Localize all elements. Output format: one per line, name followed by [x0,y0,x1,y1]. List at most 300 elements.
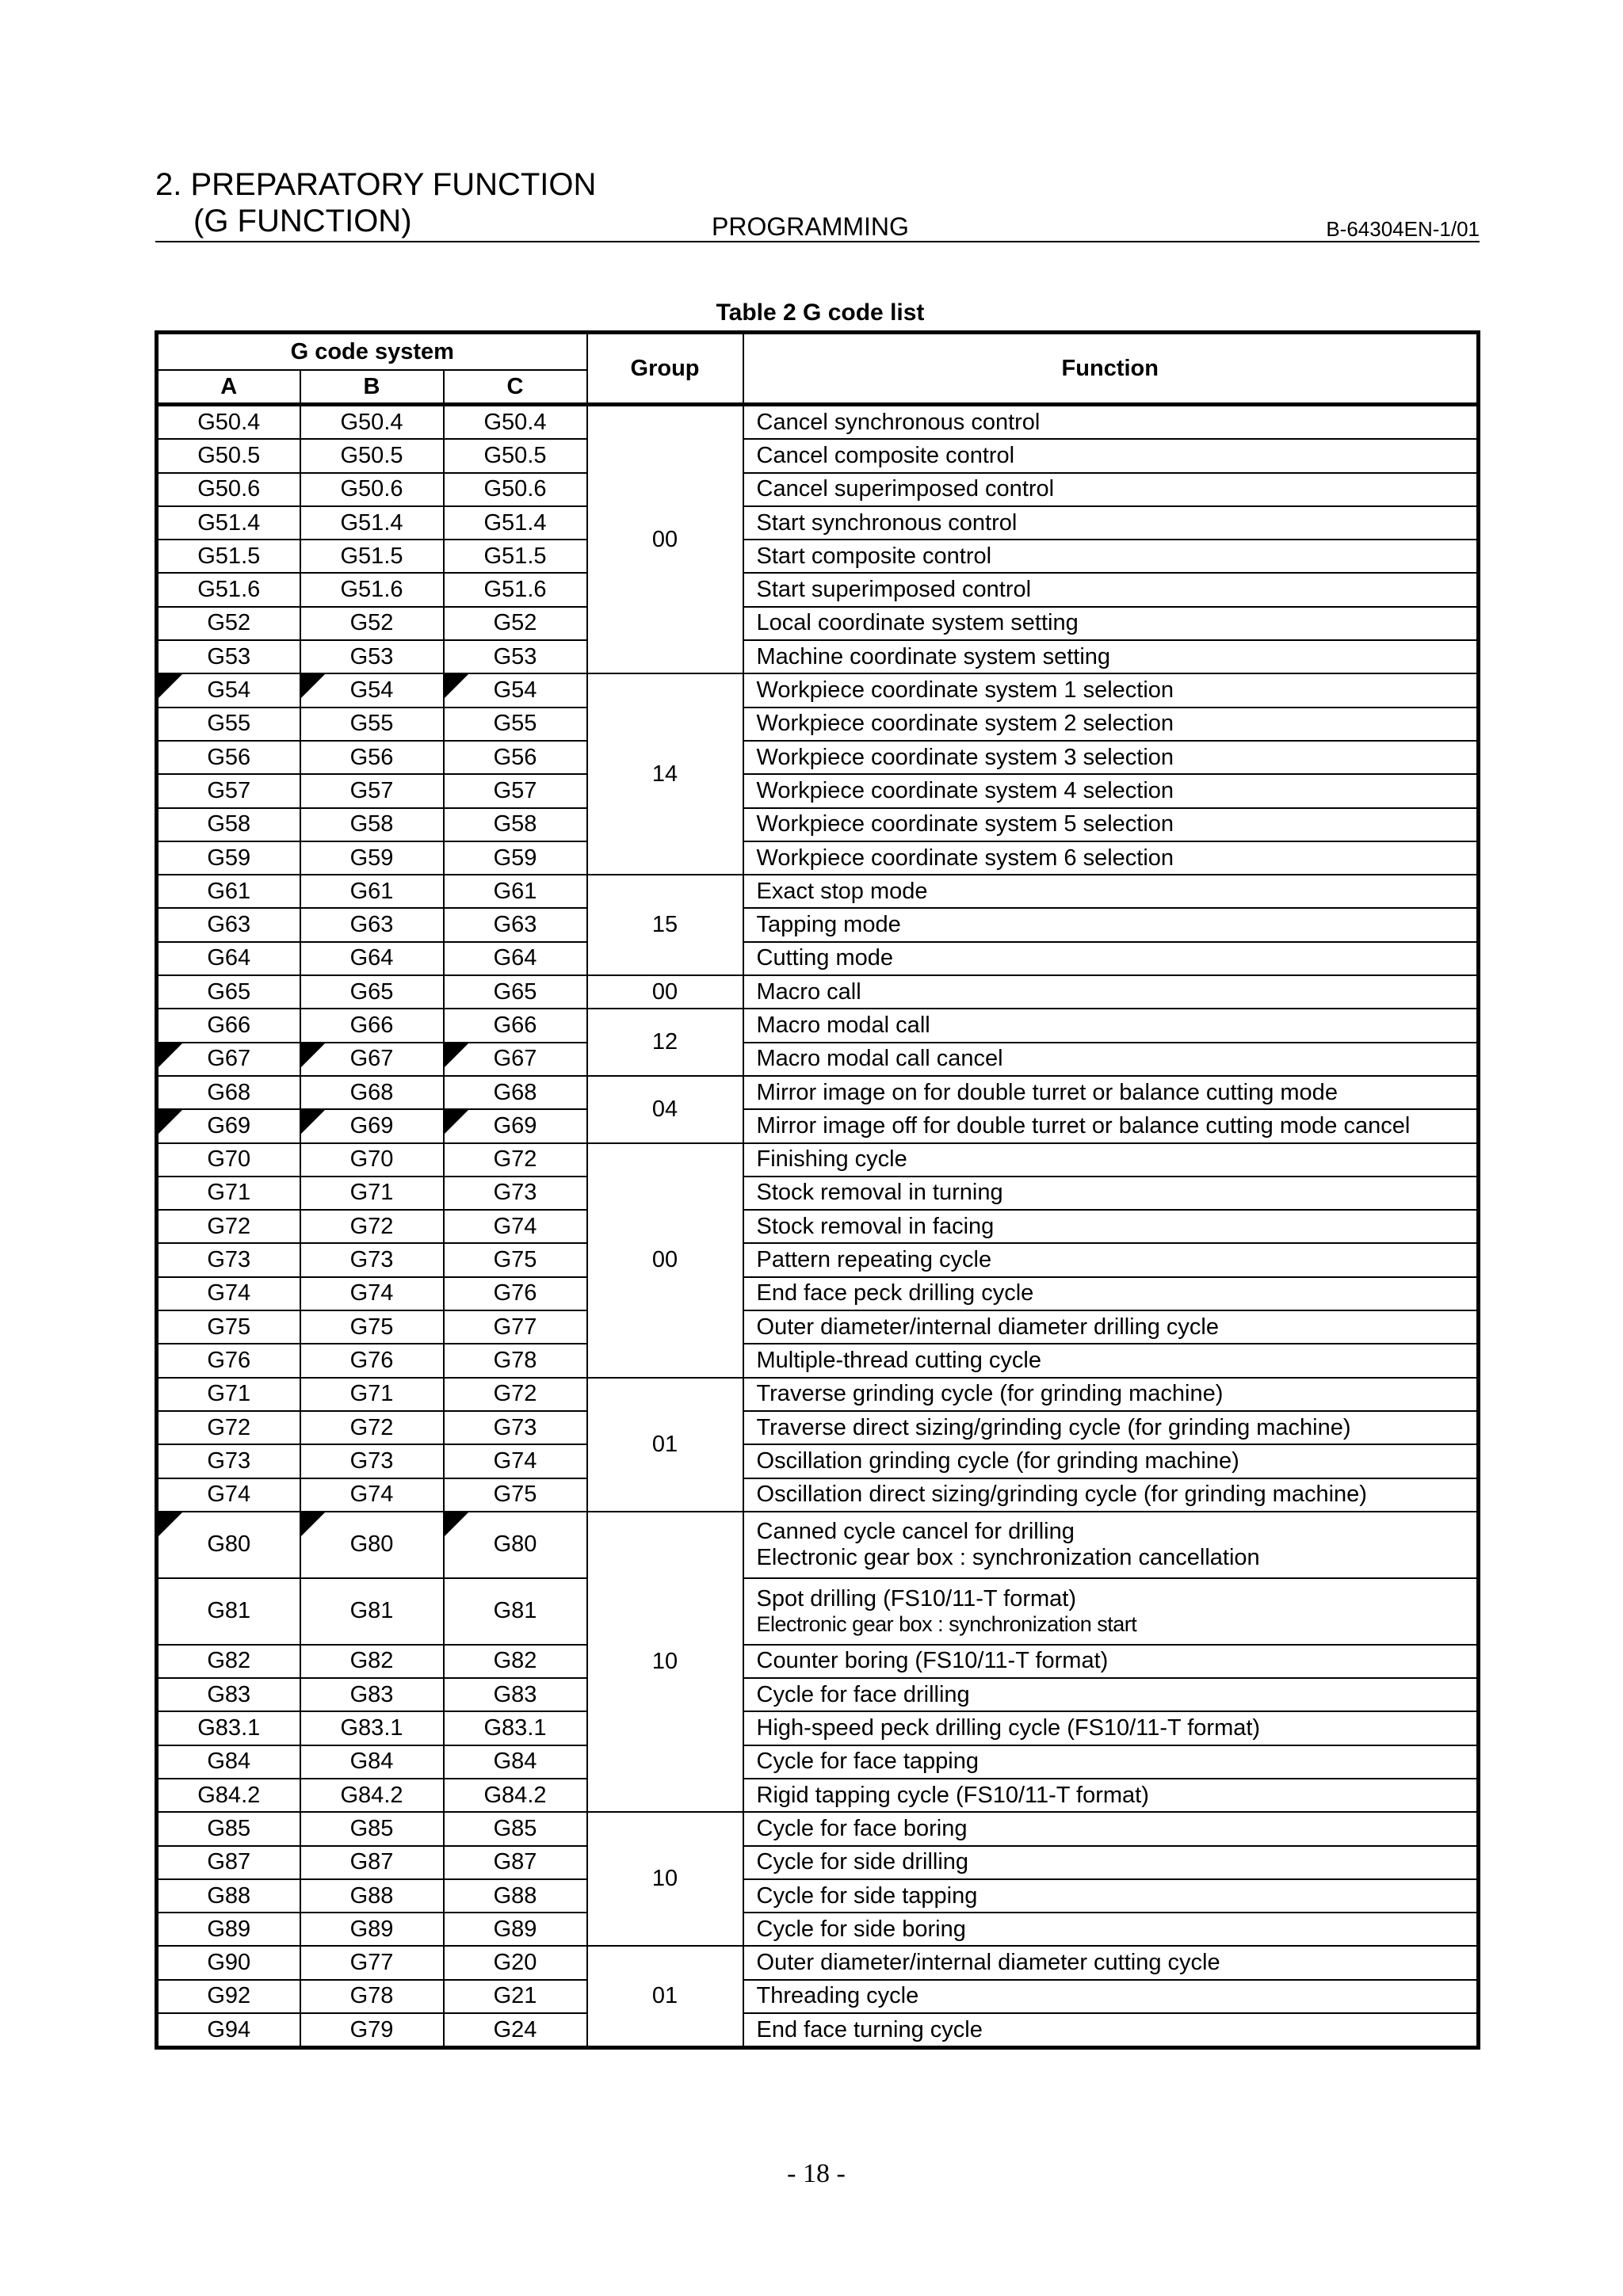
g-code-value: G81 [207,1598,251,1624]
function-cell [743,2013,1479,2048]
header-group: Group [587,333,743,405]
function-text: Outer diameter/internal diameter drilling cycle [756,1314,1219,1340]
function-text: Oscillation direct sizing/grinding cycle (for grinding machine) [756,1482,1367,1508]
g-code-b [300,1980,444,2013]
g-code-value: G83.1 [197,1715,261,1741]
g-code-value: G68 [207,1079,251,1105]
g-code-b [300,1076,444,1109]
group-cell: 12 [587,1009,743,1076]
function-text: Traverse grinding cycle (for grinding machine) [756,1381,1224,1407]
function-text: Cycle for side boring [756,1916,966,1942]
g-code-c [444,908,587,941]
g-code-value: G83 [493,1681,537,1707]
function-text: Cycle for side drilling [756,1849,969,1875]
g-code-a [157,1076,300,1109]
group-cell: 14 [587,673,743,875]
g-code-a [157,1980,300,2013]
group-cell: 00 [587,975,743,1009]
g-code-value: G21 [493,1983,537,2009]
function-text: Mirror image off for double turret or balance cutting mode cancel [756,1112,1411,1138]
g-code-c [444,673,587,707]
function-cell [743,405,1479,440]
g-code-b [300,1478,444,1512]
group-cell: 15 [587,875,743,975]
g-code-c [444,1946,587,1979]
function-text: Tapping mode [756,912,901,938]
default-mark-icon [445,1512,468,1536]
group-cell: 10 [587,1812,743,1946]
table-row [157,1678,1479,1711]
g-code-value: G70 [207,1146,251,1173]
function-text: Workpiece coordinate system 3 selection [756,744,1174,770]
table-row [157,1578,1479,1645]
g-code-a [157,1779,300,1812]
table-row [157,1812,1479,1845]
g-code-b [300,1344,444,1377]
g-code-value: G50.5 [340,442,403,468]
g-code-a [157,707,300,741]
g-code-value: G50.4 [483,409,547,435]
g-code-value: G94 [207,2016,251,2042]
table-row [157,1344,1479,1377]
function-text: Traverse direct sizing/grinding cycle (for grinding machine) [756,1414,1351,1440]
page-number: - 18 - [787,2159,846,2188]
table-row [157,1645,1479,1678]
g-code-value: G59 [207,845,251,871]
function-text: Workpiece coordinate system 2 selection [756,711,1174,737]
g-code-a [157,673,300,707]
g-code-a [157,1812,300,1845]
g-code-c [444,573,587,606]
g-code-value: G81 [349,1598,394,1624]
function-text: Macro modal call [756,1012,930,1038]
g-code-value: G88 [207,1882,251,1909]
function-cell [743,1411,1479,1444]
function-cell [743,942,1479,975]
g-code-value: G63 [349,912,394,938]
table-row [157,1043,1479,1076]
g-code-a [157,1578,300,1645]
g-code-value: G87 [493,1849,537,1875]
table-row [157,540,1479,573]
g-code-a [157,1210,300,1243]
table-row [157,908,1479,941]
table-body [157,405,1479,2048]
g-code-value: G87 [207,1849,251,1875]
table-row [157,1444,1479,1478]
table-row [157,1745,1479,1779]
table-row [157,942,1479,975]
g-code-c [444,1444,587,1478]
function-text: Workpiece coordinate system 5 selection [756,811,1174,837]
function-text: Cycle for face tapping [756,1749,979,1775]
g-code-b [300,1444,444,1478]
function-cell [743,607,1479,640]
g-code-value: G56 [349,744,394,770]
g-code-c [444,506,587,540]
g-code-value: G72 [207,1213,251,1239]
g-code-a [157,506,300,540]
g-code-value: G20 [493,1950,537,1976]
function-text: Mirror image on for double turret or balance cutting mode [756,1079,1338,1105]
g-code-a [157,607,300,640]
function-cell [743,1109,1479,1142]
g-code-b [300,1578,444,1645]
default-mark-icon [301,1512,325,1536]
g-code-value: G53 [207,643,251,669]
g-code-value: G51.4 [197,509,261,536]
document-number: B-64304EN-1/01 [1326,217,1480,241]
table-row [157,1946,1479,1979]
table-row [157,673,1479,707]
g-code-b [300,1913,444,1946]
g-code-b [300,1711,444,1745]
table-row [157,473,1479,506]
function-text: Pattern repeating cycle [756,1247,992,1273]
g-code-a [157,1310,300,1344]
g-code-c [444,1310,587,1344]
default-mark-icon [158,1512,182,1536]
function-cell [743,1846,1479,1879]
g-code-value: G84 [349,1749,394,1775]
function-text: Workpiece coordinate system 4 selection [756,777,1174,803]
g-code-value: G57 [493,777,537,803]
group-cell: 10 [587,1512,743,1812]
function-cell [743,875,1479,908]
g-code-c [444,439,587,472]
g-code-value: G64 [493,945,537,971]
function-cell [743,506,1479,540]
g-code-c [444,1980,587,2013]
g-code-value: G84.2 [197,1782,261,1808]
function-text: Spot drilling (FS10/11-T format) [756,1585,1076,1611]
g-code-value: G76 [493,1280,537,1306]
g-code-value: G67 [349,1046,394,1072]
g-code-value: G66 [207,1012,251,1038]
default-mark-icon [445,674,468,698]
g-code-value: G51.6 [340,577,403,603]
g-code-value: G83 [207,1681,251,1707]
g-code-c [444,741,587,774]
g-code-b [300,1043,444,1076]
function-text-line2: Electronic gear box : synchronization cancellation [756,1544,1260,1570]
g-code-c [444,1210,587,1243]
function-cell [743,774,1479,807]
g-code-c [444,1177,587,1210]
g-code-value: G87 [349,1849,394,1875]
g-code-b [300,1143,444,1177]
table-row [157,1076,1479,1109]
function-cell [743,439,1479,472]
function-text: Multiple-thread cutting cycle [756,1347,1041,1373]
g-code-a [157,2013,300,2048]
function-text: Stock removal in turning [756,1180,1003,1206]
g-code-b [300,1678,444,1711]
g-code-value: G59 [349,845,394,871]
g-code-b [300,2013,444,2048]
g-code-value: G76 [349,1347,394,1373]
function-text: Counter boring (FS10/11-T format) [756,1648,1109,1674]
table-row [157,607,1479,640]
g-code-value: G81 [493,1598,537,1624]
function-cell [743,841,1479,875]
g-code-a [157,1344,300,1377]
function-cell [743,1378,1479,1411]
function-text: Outer diameter/internal diameter cutting cycle [756,1950,1220,1976]
g-code-b [300,1779,444,1812]
g-code-b [300,908,444,941]
header-col-c: C [444,370,587,405]
function-cell [743,1210,1479,1243]
table-row [157,1009,1479,1042]
function-text: Local coordinate system setting [756,610,1079,636]
function-cell [743,1578,1479,1645]
section-title-line2: (G FUNCTION) [193,204,412,238]
function-cell [743,1277,1479,1310]
g-code-c [444,1645,587,1678]
g-code-value: G61 [349,878,394,904]
g-code-c [444,405,587,440]
function-text: Cancel superimposed control [756,476,1055,502]
g-code-value: G58 [493,811,537,837]
function-cell [743,473,1479,506]
g-code-b [300,1745,444,1779]
group-cell: 04 [587,1076,743,1143]
g-code-value: G84 [207,1749,251,1775]
g-code-value: G56 [207,744,251,770]
function-cell [743,1076,1479,1109]
g-code-value: G77 [493,1314,537,1340]
g-code-value: G77 [349,1950,394,1976]
g-code-value: G65 [493,978,537,1005]
g-code-value: G88 [349,1882,394,1909]
g-code-value: G72 [349,1213,394,1239]
g-code-c [444,1411,587,1444]
g-code-value: G73 [493,1180,537,1206]
function-text: Workpiece coordinate system 6 selection [756,845,1174,871]
g-code-a [157,774,300,807]
g-code-b [300,1846,444,1879]
function-cell [743,573,1479,606]
g-code-a [157,1478,300,1512]
function-text: Start synchronous control [756,509,1018,536]
g-code-value: G89 [349,1916,394,1942]
g-code-value: G51.4 [340,509,403,536]
g-code-value: G68 [349,1079,394,1105]
section-title [155,166,596,239]
function-text: Macro modal call cancel [756,1046,1003,1072]
g-code-value: G82 [207,1648,251,1674]
g-code-value: G52 [349,610,394,636]
g-code-a [157,1512,300,1578]
g-code-b [300,1645,444,1678]
g-code-c [444,1076,587,1109]
g-code-value: G72 [207,1414,251,1440]
g-code-b [300,808,444,841]
g-code-b [300,673,444,707]
g-code-c [444,774,587,807]
g-code-c [444,1512,587,1578]
g-code-value: G74 [207,1280,251,1306]
g-code-c [444,1344,587,1377]
g-code-value: G51.6 [483,577,547,603]
function-cell [743,707,1479,741]
g-code-value: G61 [493,878,537,904]
function-cell [743,1879,1479,1913]
g-code-value: G24 [493,2016,537,2042]
g-code-value: G74 [349,1482,394,1508]
g-code-value: G84.2 [340,1782,403,1808]
table-row [157,1210,1479,1243]
g-code-b [300,942,444,975]
g-code-value: G52 [493,610,537,636]
function-cell [743,1310,1479,1344]
g-code-value: G71 [349,1381,394,1407]
g-code-a [157,405,300,440]
g-code-a [157,942,300,975]
g-code-table [155,330,1480,2050]
g-code-a [157,473,300,506]
section-title-line1: 2. PREPARATORY FUNCTION [155,167,597,202]
g-code-b [300,1378,444,1411]
function-text: Rigid tapping cycle (FS10/11-T format) [756,1782,1149,1808]
function-text: Oscillation grinding cycle (for grinding machine) [756,1447,1239,1474]
g-code-c [444,975,587,1009]
g-code-a [157,1378,300,1411]
g-code-value: G54 [493,677,537,704]
table-row [157,1913,1479,1946]
g-code-b [300,741,444,774]
function-cell [743,1946,1479,1979]
g-code-value: G78 [349,1983,394,2009]
table-row [157,506,1479,540]
g-code-value: G57 [207,777,251,803]
g-code-b [300,1812,444,1845]
g-code-value: G73 [207,1447,251,1474]
function-cell [743,1344,1479,1377]
g-code-c [444,875,587,908]
function-cell [743,1913,1479,1946]
g-code-c [444,640,587,673]
g-code-value: G84 [493,1749,537,1775]
g-code-a [157,1913,300,1946]
function-cell [743,808,1479,841]
g-code-value: G71 [349,1180,394,1206]
g-code-a [157,1645,300,1678]
g-code-b [300,439,444,472]
function-text: Start superimposed control [756,577,1032,603]
table-row [157,573,1479,606]
g-code-b [300,1210,444,1243]
g-code-value: G83.1 [483,1715,547,1741]
g-code-b [300,1009,444,1042]
g-code-b [300,540,444,573]
g-code-a [157,1678,300,1711]
g-code-a [157,540,300,573]
table-row [157,1980,1479,2013]
g-code-b [300,1109,444,1142]
g-code-b [300,1177,444,1210]
g-code-value: G67 [207,1046,251,1072]
g-code-c [444,942,587,975]
g-code-c [444,1913,587,1946]
g-code-value: G80 [207,1531,251,1558]
g-code-b [300,1879,444,1913]
table-row [157,841,1479,875]
g-code-value: G74 [207,1482,251,1508]
function-cell [743,1779,1479,1812]
group-cell: 00 [587,1143,743,1378]
g-code-value: G50.6 [340,476,403,502]
g-code-value: G66 [493,1012,537,1038]
g-code-b [300,841,444,875]
g-code-value: G74 [349,1280,394,1306]
g-code-a [157,439,300,472]
table-row [157,875,1479,908]
g-code-b [300,607,444,640]
g-code-c [444,707,587,741]
g-code-value: G51.5 [197,543,261,569]
g-code-b [300,1946,444,1979]
g-code-c [444,1478,587,1512]
g-code-a [157,1879,300,1913]
g-code-b [300,975,444,1009]
g-code-value: G70 [349,1146,394,1173]
g-code-a [157,1177,300,1210]
function-cell [743,1478,1479,1512]
g-code-a [157,908,300,941]
g-code-value: G55 [493,711,537,737]
g-code-value: G73 [349,1447,394,1474]
g-code-c [444,1043,587,1076]
g-code-value: G84.2 [483,1782,547,1808]
g-code-a [157,875,300,908]
group-cell: 01 [587,1378,743,1512]
g-code-b [300,1411,444,1444]
g-code-value: G92 [207,1983,251,2009]
g-code-a [157,1009,300,1042]
g-code-value: G73 [349,1247,394,1273]
g-code-value: G85 [493,1815,537,1841]
g-code-value: G72 [493,1146,537,1173]
g-code-a [157,741,300,774]
function-text: High-speed peck drilling cycle (FS10/11-T format) [756,1715,1261,1741]
g-code-value: G76 [207,1347,251,1373]
g-code-value: G65 [207,978,251,1005]
header-g-code-system: G code system [157,333,587,371]
g-code-value: G83 [349,1681,394,1707]
default-mark-icon [301,674,325,698]
g-code-value: G59 [493,845,537,871]
function-text: Finishing cycle [756,1146,907,1173]
g-code-c [444,1277,587,1310]
function-text: Cancel synchronous control [756,409,1041,435]
g-code-value: G74 [493,1213,537,1239]
table-row [157,1779,1479,1812]
g-code-value: G55 [207,711,251,737]
g-code-value: G89 [493,1916,537,1942]
table-row [157,1143,1479,1177]
g-code-b [300,707,444,741]
g-code-value: G85 [349,1815,394,1841]
g-code-c [444,1846,587,1879]
g-code-value: G65 [349,978,394,1005]
g-code-value: G50.4 [340,409,403,435]
table-row [157,439,1479,472]
g-code-value: G72 [349,1414,394,1440]
g-code-value: G79 [349,2016,394,2042]
g-code-b [300,405,444,440]
